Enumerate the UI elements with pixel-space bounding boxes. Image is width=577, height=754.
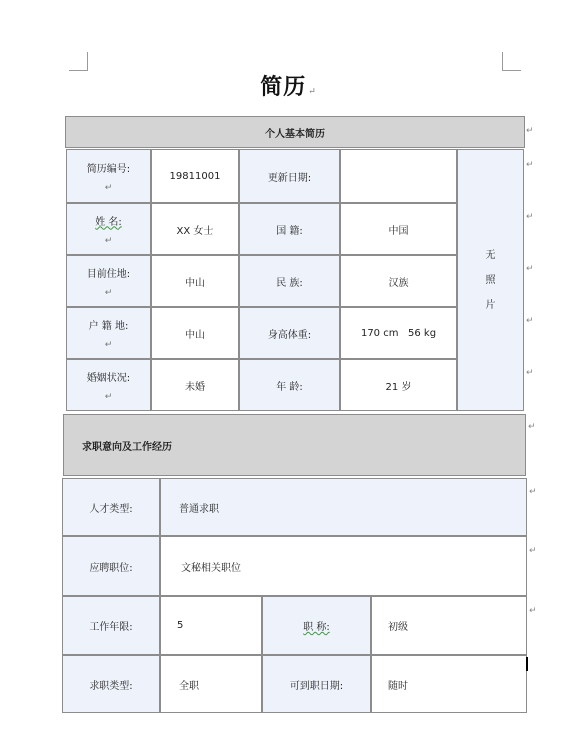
value-work-years: 5 bbox=[160, 596, 262, 655]
label-job-title: 职 称: bbox=[262, 596, 371, 655]
label-start-date: 可到职日期: bbox=[262, 655, 371, 713]
value-age: 21 岁 bbox=[340, 359, 457, 411]
value-ethnicity: 汉族 bbox=[340, 255, 457, 307]
value-job-title: 初级 bbox=[371, 596, 527, 655]
value-marital-status: 未婚 bbox=[151, 359, 239, 411]
text-cursor bbox=[526, 657, 528, 671]
row-end-mark: ↵ bbox=[529, 487, 537, 497]
label-applied-position: 应聘职位: bbox=[62, 536, 160, 596]
label-talent-type: 人才类型: bbox=[62, 478, 160, 536]
value-job-type: 全职 bbox=[160, 655, 262, 713]
label-ethnicity: 民 族: bbox=[239, 255, 340, 307]
row-end-mark: ↵ bbox=[526, 126, 534, 136]
row-end-mark: ↵ bbox=[526, 316, 534, 326]
value-height-weight: 170 cm 56 kg bbox=[340, 307, 457, 359]
label-marital-status: 婚姻状况: ↵ bbox=[66, 359, 151, 411]
section-header-job-intention: 求职意向及工作经历 bbox=[63, 414, 526, 476]
value-resume-id: 19811001 bbox=[151, 149, 239, 203]
label-resume-id: 简历编号: ↵ bbox=[66, 149, 151, 203]
value-update-date bbox=[340, 149, 457, 203]
row-end-mark: ↵ bbox=[529, 606, 537, 616]
value-residence: 中山 bbox=[151, 255, 239, 307]
value-nationality: 中国 bbox=[340, 203, 457, 255]
page-title: 简历 ↵ bbox=[260, 74, 317, 100]
value-name: XX 女士 bbox=[151, 203, 239, 255]
row-end-mark: ↵ bbox=[526, 368, 534, 378]
row-end-mark: ↵ bbox=[528, 422, 536, 432]
row-end-mark: ↵ bbox=[526, 264, 534, 274]
label-residence: 目前住地: ↵ bbox=[66, 255, 151, 307]
paragraph-mark: ↵ bbox=[308, 87, 317, 97]
label-nationality: 国 籍: bbox=[239, 203, 340, 255]
value-talent-type: 普通求职 bbox=[160, 478, 527, 536]
row-end-mark: ↵ bbox=[526, 212, 534, 222]
section-header-basic-info: 个人基本简历 bbox=[65, 116, 525, 148]
label-age: 年 龄: bbox=[239, 359, 340, 411]
crop-mark-top-right bbox=[502, 52, 521, 71]
row-end-mark: ↵ bbox=[526, 160, 534, 170]
photo-placeholder: 无 照 片 bbox=[457, 149, 524, 411]
label-name: 姓 名: ↵ bbox=[66, 203, 151, 255]
label-height-weight: 身高体重: bbox=[239, 307, 340, 359]
label-job-type: 求职类型: bbox=[62, 655, 160, 713]
label-hukou: 户 籍 地: ↵ bbox=[66, 307, 151, 359]
label-work-years: 工作年限: bbox=[62, 596, 160, 655]
row-end-mark: ↵ bbox=[529, 546, 537, 556]
value-start-date: 随时 bbox=[371, 655, 527, 713]
label-update-date: 更新日期: bbox=[239, 149, 340, 203]
value-applied-position: 文秘相关职位 bbox=[160, 536, 527, 596]
value-hukou: 中山 bbox=[151, 307, 239, 359]
crop-mark-top-left bbox=[69, 52, 88, 71]
